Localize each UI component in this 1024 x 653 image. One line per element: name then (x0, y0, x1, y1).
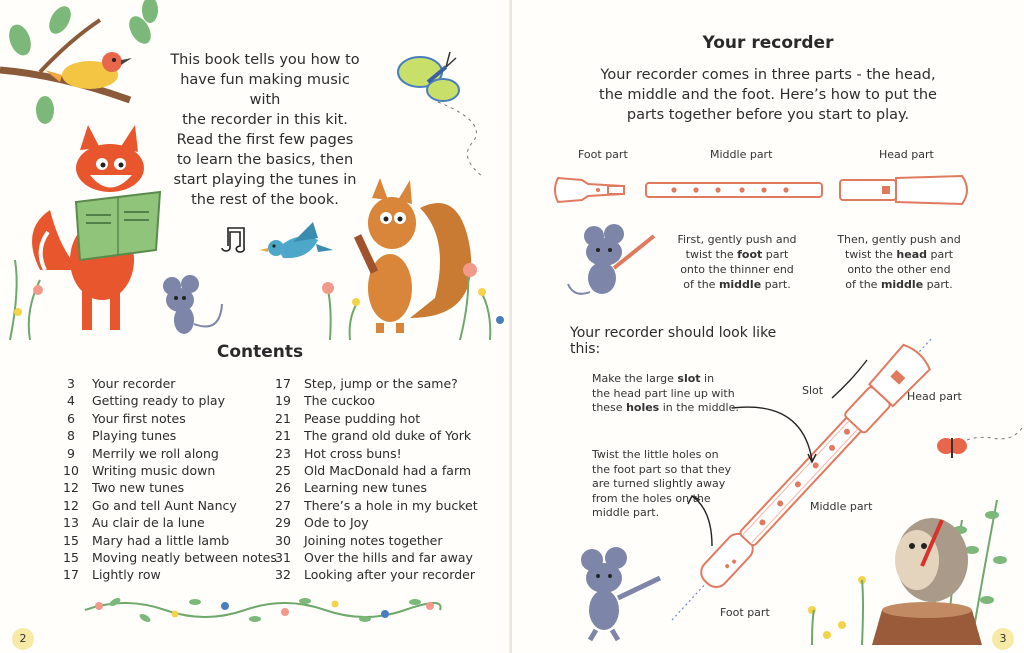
recorder-intro (598, 65, 938, 125)
contents-entry-title: Hot cross buns! (304, 445, 402, 461)
should-look-heading: Your recorder should look like this: (570, 325, 777, 357)
mouse-dancing-illustration (150, 274, 230, 338)
contents-entry-title: The cuckoo (304, 393, 375, 409)
caption-line: onto the thinner end (680, 263, 794, 276)
contents-page-number: 8 (67, 428, 75, 444)
contents-entry-title: Au clair de la lune (92, 515, 205, 531)
contents-entry-title: Joining notes together (304, 532, 443, 548)
contents-entry-title: Learning new tunes (304, 480, 427, 496)
contents-page-number: 4 (67, 393, 75, 409)
contents-row (58, 514, 277, 531)
contents-entry-title: Over the hills and far away (304, 550, 473, 566)
mouse-with-recorder-illustration (564, 222, 664, 302)
intro-line: the middle and the foot. Here’s how to put the (599, 87, 937, 103)
caption-line: twist the foot part (685, 248, 789, 261)
contents-column-1 (58, 375, 277, 584)
note-line: these holes in the middle. (592, 401, 739, 414)
contents-heading: Contents (216, 342, 304, 362)
intro-line: have fun making music with (180, 72, 350, 108)
recorder-parts-diagram (552, 170, 972, 210)
foot-part-label: Foot part (578, 148, 628, 161)
intro-paragraph-1 (165, 50, 365, 130)
contents-page-number: 12 (63, 497, 79, 513)
contents-entry-title: The grand old duke of York (304, 428, 472, 444)
contents-entry-title: Writing music down (92, 463, 216, 479)
contents-entry-title: Getting ready to play (92, 393, 225, 409)
middle-part-diagram-label: Middle part (810, 500, 873, 513)
contents-page-number: 15 (63, 550, 79, 566)
caption-line: First, gently push and (677, 233, 797, 246)
contents-page-number: 19 (275, 393, 291, 409)
intro-line: the rest of the book. (191, 192, 339, 208)
right-page (512, 0, 1024, 653)
caption-line: Then, gently push and (837, 233, 961, 246)
contents-page-number: 12 (63, 480, 79, 496)
contents-page-number: 6 (67, 410, 75, 426)
contents-entry-title: Lightly row (92, 567, 161, 583)
note-line: Twist the little holes on (592, 448, 719, 461)
note-line: are turned slightly away (592, 477, 726, 490)
mouse-pointing-illustration (570, 548, 670, 643)
contents-entry-title: Old MacDonald had a farm (304, 463, 472, 479)
intro-line: parts together before you start to play. (626, 107, 910, 123)
note-line: the foot part so that they (592, 462, 732, 476)
contents-page-number: 31 (275, 550, 291, 566)
page-title: Your recorder (702, 33, 834, 53)
contents-row (58, 427, 277, 444)
contents-page-number: 15 (63, 532, 79, 548)
contents-row (270, 410, 478, 427)
note-line: the head part line up with (592, 386, 735, 400)
intro-line: Your recorder comes in three parts - the head, (600, 67, 936, 83)
butterfly-illustration (398, 42, 508, 182)
contents-column-2 (270, 375, 478, 584)
contents-row (270, 427, 478, 444)
contents-row (270, 445, 478, 462)
middle-part-label: Middle part (710, 148, 773, 161)
contents-entry-title: Your first notes (92, 410, 186, 426)
contents-entry-title: Your recorder (92, 376, 176, 391)
intro-line: the recorder in this kit. (182, 112, 348, 128)
contents-row (270, 549, 478, 566)
contents-page-number: 21 (275, 410, 291, 426)
contents-page-number: 17 (275, 376, 291, 391)
head-part-diagram-label: Head part (907, 390, 962, 403)
contents-row (58, 532, 277, 549)
contents-row (58, 462, 277, 479)
contents-entry-title: Two new tunes (92, 480, 185, 496)
contents-page-number: 30 (275, 532, 291, 548)
hedgehog-on-stump-illustration (782, 460, 1022, 650)
head-part-label: Head part (879, 148, 934, 161)
contents-page-number: 25 (275, 463, 291, 479)
note-line: Make the large slot in (592, 372, 715, 385)
contents-row (58, 392, 277, 409)
step-2-caption (834, 232, 964, 292)
caption-line: onto the other end (847, 263, 951, 276)
contents-row (58, 497, 277, 514)
contents-page-number: 17 (63, 567, 79, 583)
note-line: middle part. (592, 506, 660, 519)
flower-vine-decoration (85, 592, 440, 628)
contents-row (270, 375, 478, 392)
bird-on-branch-illustration (0, 0, 170, 130)
contents-row (270, 479, 478, 496)
contents-row (58, 549, 277, 566)
contents-entry-title: Step, jump or the same? (304, 376, 458, 391)
contents-page-number: 21 (275, 428, 291, 444)
contents-page-number: 27 (275, 497, 291, 513)
contents-page-number: 23 (275, 445, 291, 461)
contents-page-number: 9 (67, 445, 75, 461)
foot-twist-note (592, 448, 752, 521)
contents-entry-title: Playing tunes (92, 428, 177, 444)
contents-row (58, 375, 277, 392)
contents-row (270, 514, 478, 531)
intro-line: start playing the tunes in (173, 172, 357, 188)
contents-row (58, 410, 277, 427)
contents-page-number: 29 (275, 515, 291, 531)
contents-entry-title: Ode to Joy (304, 515, 369, 531)
caption-line: twist the head part (844, 248, 954, 261)
contents-row (270, 392, 478, 409)
page-number-right: 3 (992, 628, 1014, 650)
contents-page-number: 32 (275, 567, 291, 583)
note-line: from the holes on the (592, 491, 711, 505)
intro-line: to learn the basics, then (176, 152, 354, 168)
contents-row (58, 566, 277, 583)
caption-line: of the middle part. (683, 278, 791, 291)
flowers-decoration (0, 250, 512, 350)
contents-page-number: 13 (63, 515, 79, 531)
caption-line: of the middle part. (845, 278, 953, 291)
contents-entry-title: Looking after your recorder (304, 567, 475, 583)
contents-row (270, 566, 478, 583)
contents-page-number: 3 (67, 376, 75, 391)
contents-row (58, 445, 277, 462)
contents-entry-title: Moving neatly between notes (92, 550, 277, 566)
contents-entry-title: There’s a hole in my bucket (304, 497, 478, 513)
contents-row (270, 497, 478, 514)
contents-row (270, 532, 478, 549)
contents-entry-title: Go and tell Aunt Nancy (92, 497, 237, 513)
intro-line: Read the first few pages (176, 132, 354, 148)
contents-entry-title: Pease pudding hot (304, 410, 421, 426)
page-number-left: 2 (12, 628, 34, 650)
intro-line: This book tells you how to (170, 52, 360, 68)
contents-entry-title: Mary had a little lamb (92, 532, 230, 548)
intro-paragraph-2 (165, 130, 365, 210)
contents-row (58, 479, 277, 496)
foot-part-diagram-label: Foot part (720, 606, 770, 619)
slot-alignment-note (592, 372, 752, 416)
contents-page-number: 26 (275, 480, 291, 496)
step-1-caption (672, 232, 802, 292)
slot-label: Slot (802, 384, 824, 397)
contents-page-number: 10 (63, 463, 79, 479)
contents-row (270, 462, 478, 479)
contents-entry-title: Merrily we roll along (92, 445, 219, 461)
